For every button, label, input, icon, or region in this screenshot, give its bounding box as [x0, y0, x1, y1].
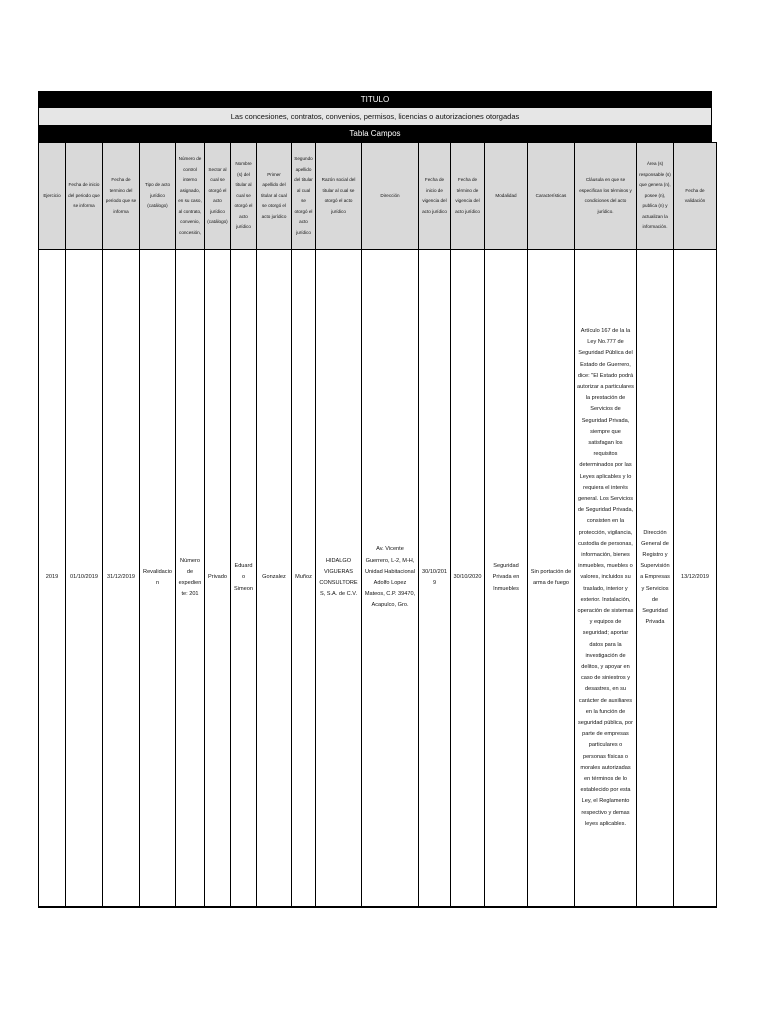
- cell-fecha-termino-periodo: 31/12/2019: [103, 250, 140, 908]
- cell-direccion: Av. Vicente Guerrero, L-2, M-H, Unidad Habitacional Adolfo Lopez Mateos, C.P. 39470, Acapulco, Gro.: [362, 250, 419, 908]
- cell-area-responsable: Dirección General de Registro y Supervisión a Empresas y Servicios de Seguridad Privada: [637, 250, 674, 908]
- report-subtitle: Las concesiones, contratos, convenios, permisos, licencias o autorizaciones otorgadas: [38, 108, 712, 125]
- header-primer-apellido: Primer apellido del titular al cual se otorgó el acto jurídico: [257, 143, 292, 250]
- cell-fecha-inicio-vigencia: 30/10/2019: [419, 250, 451, 908]
- cell-tipo-acto: Revalidacion: [140, 250, 176, 908]
- header-numero-control: Número de control interno asignado, en su caso, al contrato, convenio, concesión,: [176, 143, 205, 250]
- cell-fecha-inicio-periodo: 01/10/2019: [66, 250, 103, 908]
- header-fecha-inicio-vigencia: Fecha de inicio de vigencia del acto jurídico: [419, 143, 451, 250]
- header-modalidad: Modalidad: [485, 143, 528, 250]
- table-row: [39, 250, 717, 908]
- header-ejercicio: Ejercicio: [39, 143, 66, 250]
- header-tipo-acto: Tipo de acto jurídico (catálogo): [140, 143, 176, 250]
- cell-fecha-termino-vigencia: 30/10/2020: [451, 250, 485, 908]
- header-row: [39, 143, 717, 250]
- cell-fecha-validacion: 13/12/2019: [674, 250, 717, 908]
- header-area-responsable: Área (s) responsable (s) que genera (n), posee (n), publica (n) y actualizan la información.: [637, 143, 674, 250]
- header-fecha-termino-vigencia: Fecha de término de vigencia del acto jurídico: [451, 143, 485, 250]
- cell-segundo-apellido: Muñoz: [292, 250, 316, 908]
- cell-ejercicio: 2019: [39, 250, 66, 908]
- cell-numero-control: Número de expediente: 201: [176, 250, 205, 908]
- cell-caracteristicas: Sin portación de arma de fuego: [528, 250, 575, 908]
- report-title: TITULO: [38, 91, 712, 108]
- cell-clausula: Artículo 167 de la la Ley No.777 de Seguridad Pública del Estado de Guerrero, dice: "El Estado podrá autorizar a particulares la prestación de Servicios de Seguridad Privada, siempre que satisfagan los requisitos determinados por las Leyes aplicables y lo requiera el interés general. Los Servicios de Seguridad Privada, consisten en la protección, vigilancia, custodia de personas, información, bienes inmuebles, muebles o valores, incluidos su traslado, interior y exterior. Instalación, operación de sistemas y equipos de seguridad; aportar datos para la investigación de delitos, y apoyar en caso de siniestros y desastres, en su carácter de auxiliares en la función de seguridad pública, por parte de empresas particulares o personas físicas o morales autorizadas en términos de lo establecido por esta Ley, el Reglamento respectivo y demas leyes aplicables.: [575, 250, 637, 908]
- header-fecha-validacion: Fecha de validación: [674, 143, 717, 250]
- header-clausula: Cláusula en que se especifican los términos y condiciones del acto jurídico.: [575, 143, 637, 250]
- header-fecha-termino-periodo: Fecha de termino del periodo que se informa: [103, 143, 140, 250]
- fields-table: [38, 142, 717, 908]
- cell-primer-apellido: Gonzalez: [257, 250, 292, 908]
- cell-sector: Privado: [205, 250, 231, 908]
- header-sector: Sector al cual se otorgó el acto jurídico (catálogo): [205, 143, 231, 250]
- header-razon-social: Razón social del titular al cual se otorgó el acto jurídico: [316, 143, 362, 250]
- header-fecha-inicio-periodo: Fecha de inicio del periodo que se informa: [66, 143, 103, 250]
- header-caracteristicas: Características: [528, 143, 575, 250]
- cell-modalidad: Seguridad Privada en Inmuebles: [485, 250, 528, 908]
- report-sheet: [38, 91, 712, 908]
- header-direccion: Dirección: [362, 143, 419, 250]
- cell-razon-social: HIDALGO VIGUERAS CONSULTORES, S.A. de C.V.: [316, 250, 362, 908]
- header-segundo-apellido: Segundo apellido del titular al cual se otorgó el acto jurídico: [292, 143, 316, 250]
- table-label: Tabla Campos: [38, 125, 712, 142]
- header-nombre-titular: Nombre (s) del titular al cual se otorgó el acto jurídico: [231, 143, 257, 250]
- cell-nombre-titular: Eduardo Simeon: [231, 250, 257, 908]
